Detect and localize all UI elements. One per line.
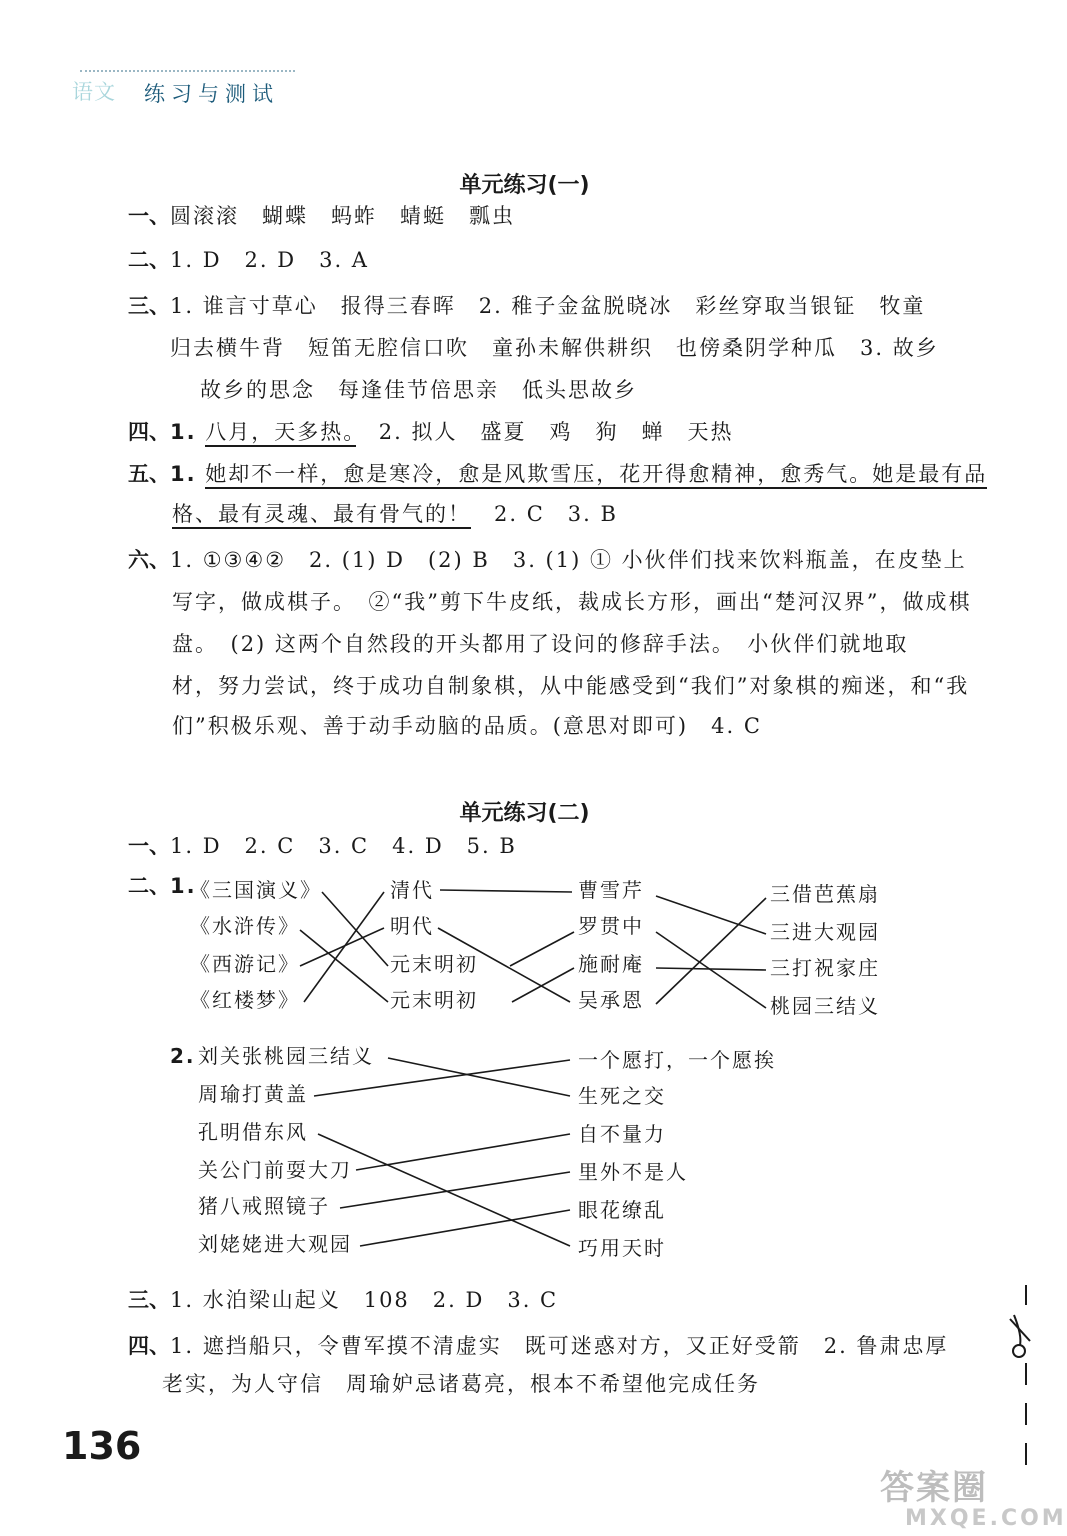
edge-scissors-icon <box>1000 1285 1040 1485</box>
book-1: 《三国演义》 <box>190 878 322 902</box>
header-title: 练习与测试 <box>144 82 279 106</box>
s1-q2-label: 二、 <box>128 248 170 272</box>
line-dyn3-auth2 <box>510 932 574 966</box>
s1-q4-n1: 1. <box>170 420 197 444</box>
s2-q4-label: 四、 <box>128 1334 170 1358</box>
s1-q5-underlined2: 格、最有灵魂、最有骨气的！ <box>172 502 471 529</box>
s1-q6-label: 六、 <box>128 548 170 572</box>
saying-right-1: 一个愿打，一个愿挨 <box>578 1048 776 1072</box>
s1-q5-n1: 1. <box>170 462 197 486</box>
s1-q6-line5: 们”积极乐观、善于动手动脑的品质。(意思对即可) 4. C <box>172 714 762 738</box>
watermark-url: MXQE.COM <box>905 1506 1067 1531</box>
s2-q3 <box>128 1288 558 1313</box>
s2-q3-text: 1. 水泊梁山起义 108 2. D 3. C <box>170 1288 559 1312</box>
s1-q4-underlined: 八月，天多热。 <box>205 420 356 447</box>
line-dyn2-auth4 <box>438 928 570 1002</box>
line-book1-dyn3 <box>322 892 388 966</box>
author-3: 施耐庵 <box>578 952 644 976</box>
s2-q4-line1 <box>128 1334 948 1359</box>
s2-q4-line2: 老实，为人守信 周瑜妒忌诸葛亮，根本不希望他完成任务 <box>162 1372 760 1396</box>
saying-right-3: 自不量力 <box>578 1122 666 1146</box>
author-4: 吴承恩 <box>578 988 644 1012</box>
author-2: 罗贯中 <box>578 914 644 938</box>
story-2: 三进大观园 <box>770 920 880 944</box>
line-say6-say5 <box>360 1210 570 1246</box>
saying-left-6: 刘姥姥进大观园 <box>198 1232 352 1256</box>
dynasty-2: 明代 <box>390 914 434 938</box>
s2-q1-label: 一、 <box>128 834 170 858</box>
s1-q3-line3: 故乡的思念 每逢佳节倍思亲 低头思故乡 <box>200 378 637 402</box>
saying-left-5: 猪八戒照镜子 <box>198 1194 330 1218</box>
s1-q4-label: 四、 <box>128 420 170 444</box>
saying-right-6: 巧用天时 <box>578 1236 666 1260</box>
saying-right-2: 生死之交 <box>578 1084 666 1108</box>
page-number: 136 <box>62 1424 142 1468</box>
saying-left-3: 孔明借东风 <box>198 1120 308 1144</box>
line-dyn1-auth1 <box>440 890 572 892</box>
dynasty-1: 清代 <box>390 878 434 902</box>
author-1: 曹雪芹 <box>578 878 644 902</box>
section-title-1: 单元练习(一) <box>459 173 590 198</box>
s1-q2-text: 1. D 2. D 3. A <box>170 248 369 272</box>
s2-q1-text: 1. D 2. C 3. C 4. D 5. B <box>170 834 517 858</box>
s1-q3-label: 三、 <box>128 294 170 318</box>
saying-right-5: 眼花缭乱 <box>578 1198 666 1222</box>
s1-q4-rest: 2. 拟人 盛夏 鸡 狗 蝉 天热 <box>378 420 734 444</box>
s2-q4-text1: 1. 遮挡船只，令曹军摸不清虚实 既可迷惑对方，又正好受箭 2. 鲁肃忠厚 <box>170 1334 949 1358</box>
line-say4-say3 <box>356 1134 570 1170</box>
line-auth3-story3 <box>656 968 766 970</box>
watermark-logo: 答案圈 <box>880 1468 988 1508</box>
s1-q5-underlined1: 她却不一样，愈是寒冷，愈是风欺雪压，花开得愈精神，愈秀气。她是最有品 <box>205 462 987 489</box>
saying-right-4: 里外不是人 <box>578 1160 688 1184</box>
s2-q2-n2-label: 2. <box>170 1044 196 1068</box>
line-say5-say4 <box>340 1172 570 1208</box>
line-book2-dyn4 <box>300 930 388 1002</box>
s2-q2-n1: 1. <box>170 874 197 898</box>
s1-q6-line2: 写字，做成棋子。 ②“我”剪下牛皮纸，裁成长方形，画出“楚河汉界”，做成棋 <box>172 590 972 614</box>
s1-q3-text1: 1. 谁言寸草心 报得三春晖 2. 稚子金盆脱晓冰 彩丝穿取当银钲 牧童 <box>170 294 926 318</box>
s2-q3-label: 三、 <box>128 1288 170 1312</box>
s1-q5-rest: 2. C 3. B <box>494 502 618 526</box>
line-say2-say1 <box>314 1060 570 1096</box>
s1-q6-text1: 1. ①③④② 2. (1) D (2) B 3. (1) ① 小伙伴们找来饮料瓶盖，在皮垫上 <box>170 548 967 572</box>
s1-q1-label: 一、 <box>128 204 170 228</box>
book-3: 《西游记》 <box>190 952 300 976</box>
saying-left-2: 周瑜打黄盖 <box>198 1082 308 1106</box>
section-title-2: 单元练习(二) <box>459 801 590 826</box>
book-2: 《水浒传》 <box>190 914 300 938</box>
line-auth4-story1 <box>656 898 766 1004</box>
story-1: 三借芭蕉扇 <box>770 882 880 906</box>
s1-q5-label: 五、 <box>128 462 170 486</box>
s1-q1-text: 圆滚滚 蝴蝶 蚂蚱 蜻蜓 瓢虫 <box>170 204 515 228</box>
dynasty-3: 元末明初 <box>390 952 478 976</box>
saying-left-1: 刘关张桃园三结义 <box>198 1044 374 1068</box>
s2-q2-label: 二、 <box>128 874 170 898</box>
saying-left-4: 关公门前耍大刀 <box>198 1158 352 1182</box>
dynasty-4: 元末明初 <box>390 988 478 1012</box>
header-subject: 语文 <box>72 80 116 104</box>
s1-q6-line4: 材，努力尝试，终于成功自制象棋，从中能感受到“我们”对象棋的痴迷，和“我 <box>172 674 970 698</box>
story-4: 桃园三结义 <box>770 994 880 1018</box>
line-dyn4-auth3 <box>512 968 574 1002</box>
story-3: 三打祝家庄 <box>770 956 880 980</box>
line-say3-say6 <box>318 1134 570 1246</box>
book-4: 《红楼梦》 <box>190 988 300 1012</box>
s1-q3-line2: 归去横牛背 短笛无腔信口吹 童孙未解供耕织 也傍桑阴学种瓜 3. 故乡 <box>170 336 939 360</box>
s1-q6-line3: 盘。 (2) 这两个自然段的开头都用了设问的修辞手法。 小伙伴们就地取 <box>172 632 909 656</box>
